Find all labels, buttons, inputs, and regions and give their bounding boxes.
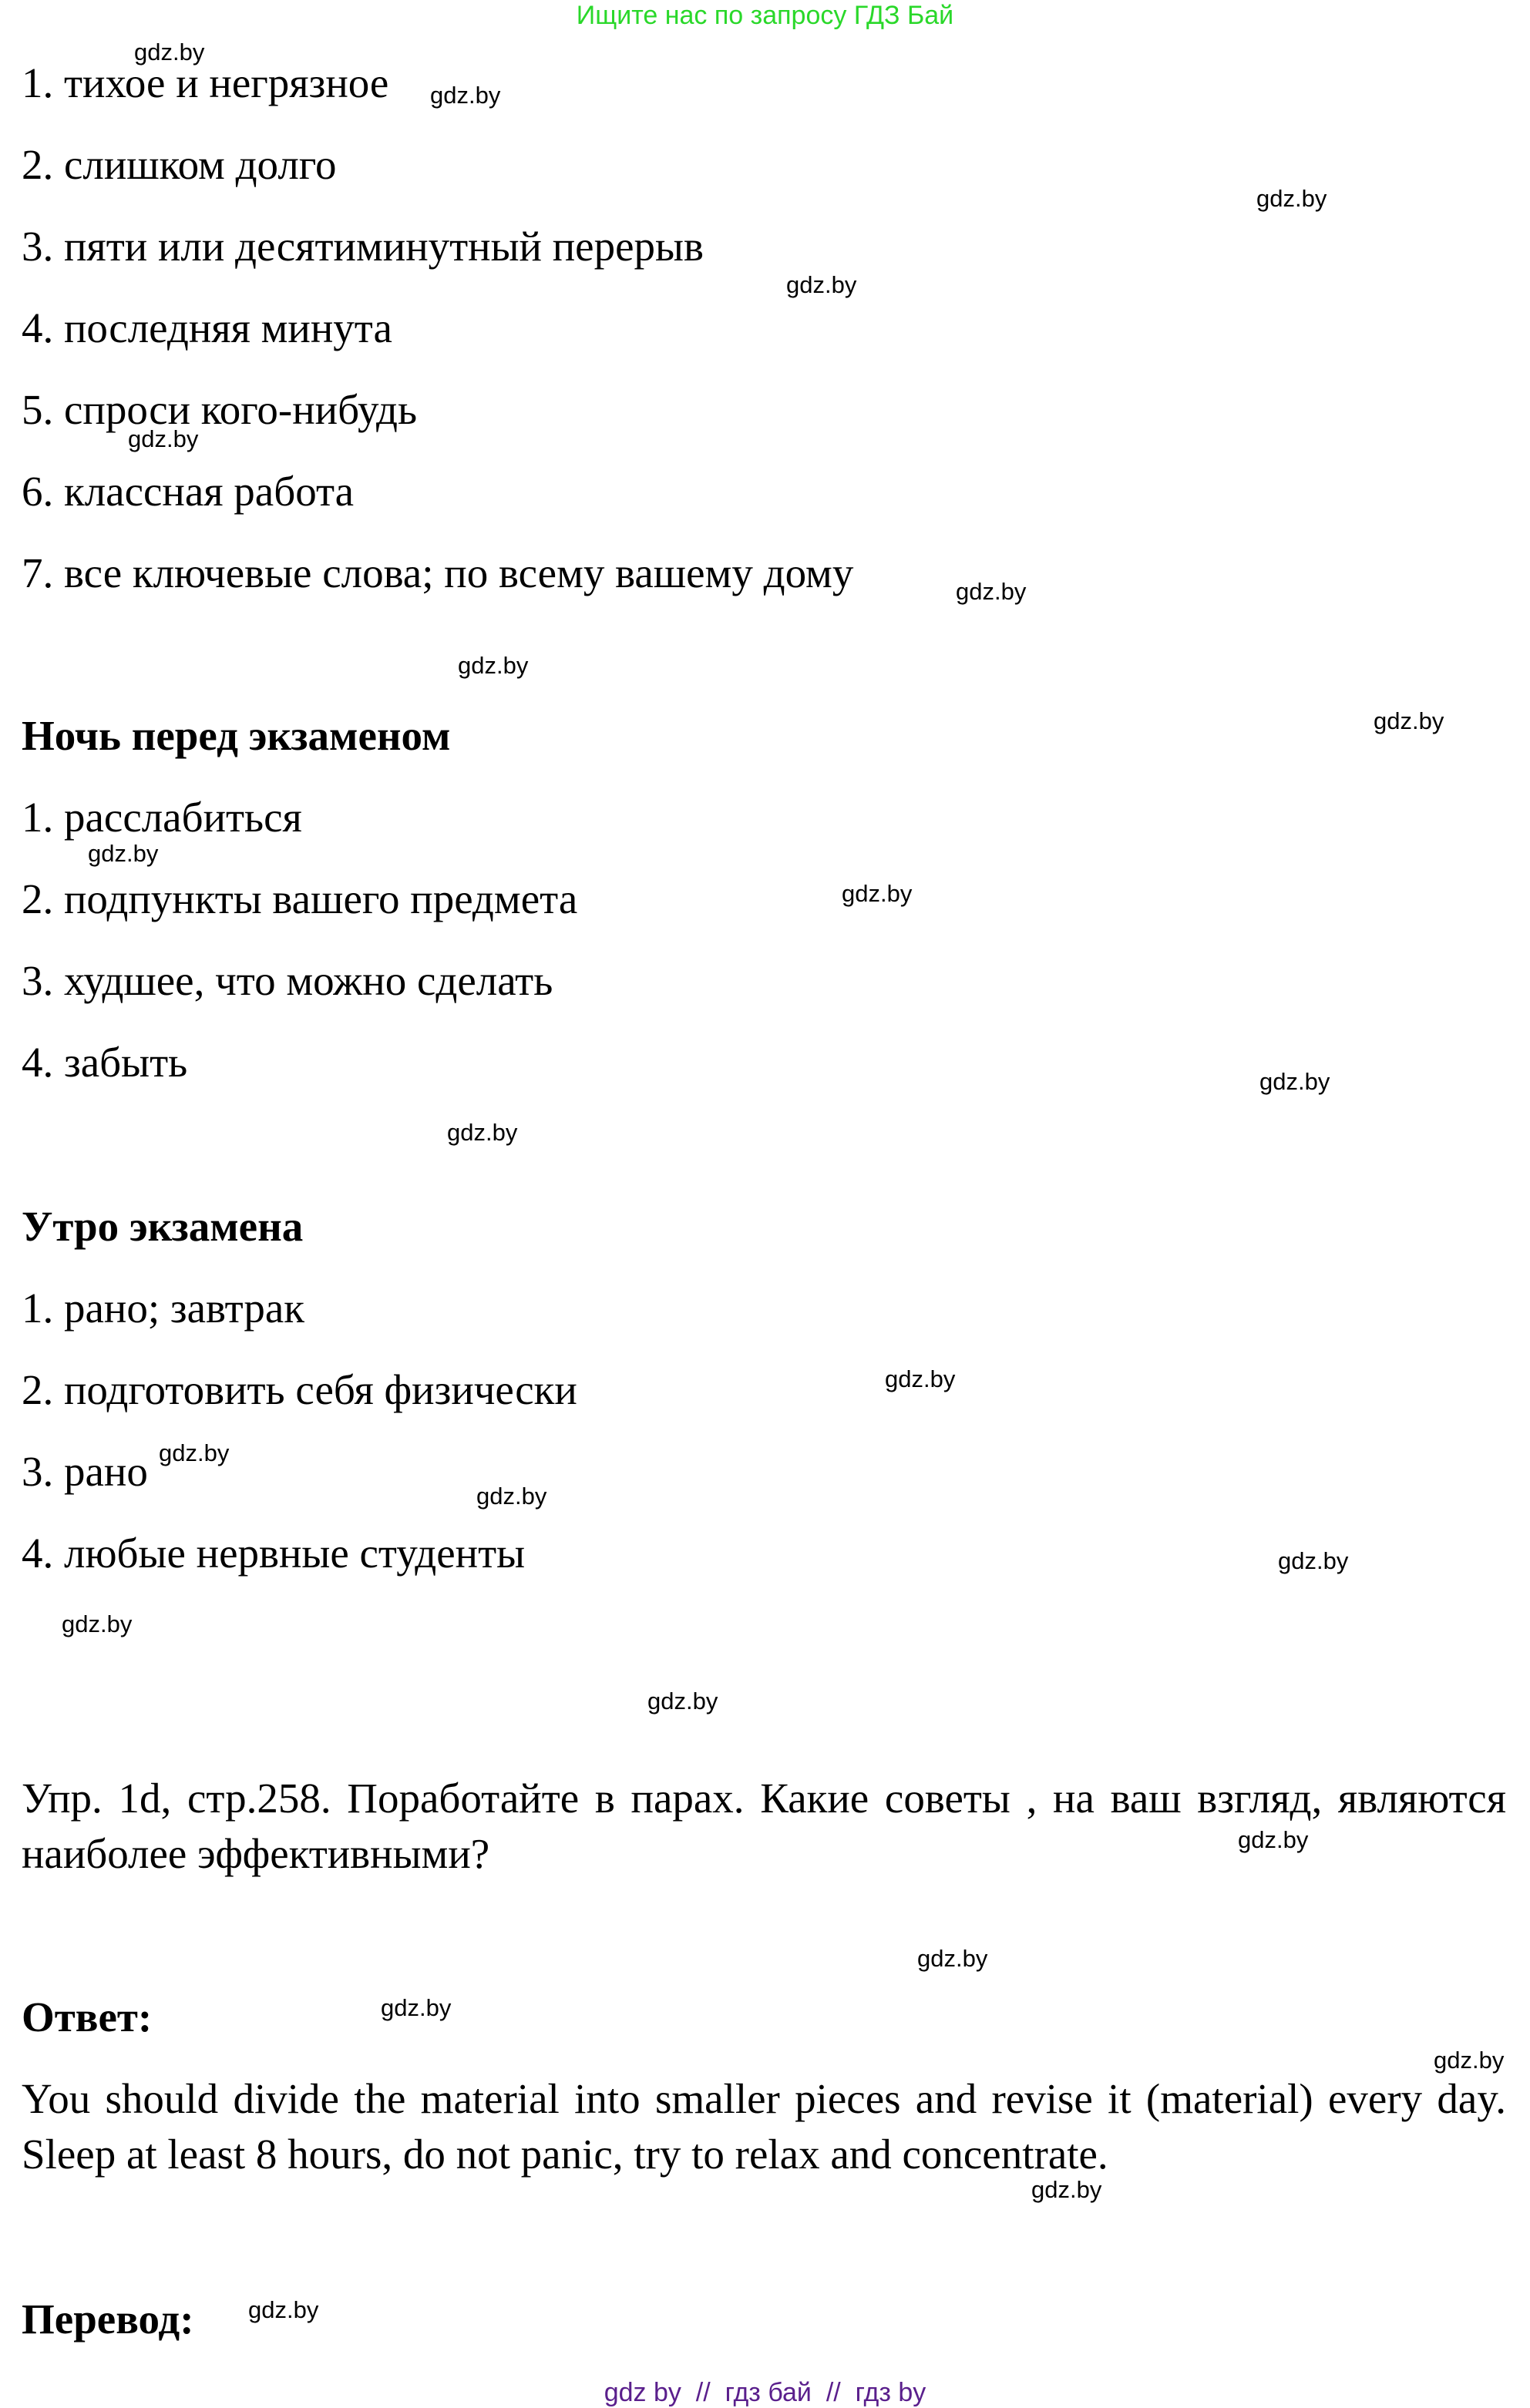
watermark: gdz.by bbox=[381, 1994, 452, 2021]
watermark: gdz.by bbox=[134, 39, 205, 65]
answer-label: Ответ: bbox=[22, 1993, 153, 2040]
list-item: 6. классная работа bbox=[22, 468, 355, 515]
top-banner: Ищите нас по запросу ГДЗ Бай bbox=[576, 1, 954, 30]
list-item: 3. рано bbox=[22, 1448, 148, 1495]
footer: gdz by // гдз бай // гдз by bbox=[604, 2378, 926, 2407]
list-item: 4. последняя минута bbox=[22, 304, 392, 351]
list-item: 1. рано; завтрак bbox=[22, 1285, 304, 1332]
list-item: 2. подпункты вашего предмета bbox=[22, 875, 578, 922]
watermark: gdz.by bbox=[248, 2296, 319, 2323]
list-item: 3. худшее, что можно сделать bbox=[22, 957, 553, 1004]
watermark: gdz.by bbox=[786, 271, 857, 298]
list-item: 4. забыть bbox=[22, 1039, 188, 1086]
list-item: 1. тихое и негрязное bbox=[22, 59, 389, 106]
watermark: gdz.by bbox=[1374, 707, 1444, 734]
watermark: gdz.by bbox=[62, 1610, 133, 1637]
watermark: gdz.by bbox=[1256, 185, 1327, 212]
watermark: gdz.by bbox=[1278, 1547, 1349, 1574]
watermark: gdz.by bbox=[842, 880, 913, 907]
watermark: gdz.by bbox=[647, 1688, 718, 1714]
section-heading-night: Ночь перед экзаменом bbox=[22, 712, 451, 759]
watermark: gdz.by bbox=[1259, 1068, 1330, 1095]
watermark: gdz.by bbox=[458, 652, 529, 679]
translation-label: Перевод: bbox=[22, 2295, 194, 2343]
list-item: 2. слишком долго bbox=[22, 141, 337, 188]
watermark: gdz.by bbox=[917, 1945, 988, 1972]
list-item: 5. спроси кого-нибудь bbox=[22, 386, 418, 433]
exercise-text: Упр. 1d, стр.258. Поработайте в парах. Какие советы , на ваш взгляд, являются наиболее эффективными? bbox=[22, 1775, 1506, 1877]
watermark: gdz.by bbox=[476, 1483, 547, 1510]
list-item: 1. расслабиться bbox=[22, 794, 302, 841]
watermark: gdz.by bbox=[956, 578, 1027, 605]
watermark: gdz.by bbox=[1238, 1826, 1309, 1853]
list-item: 3. пяти или десятиминутный перерыв bbox=[22, 223, 704, 270]
watermark: gdz.by bbox=[447, 1119, 518, 1146]
watermark: gdz.by bbox=[1434, 2047, 1505, 2074]
watermark: gdz.by bbox=[1031, 2176, 1102, 2203]
watermark: gdz.by bbox=[430, 82, 501, 109]
watermark: gdz.by bbox=[128, 425, 199, 452]
watermark: gdz.by bbox=[885, 1365, 956, 1392]
list-item: 2. подготовить себя физически bbox=[22, 1366, 577, 1413]
list-item: 4. любые нервные студенты bbox=[22, 1530, 526, 1577]
watermark: gdz.by bbox=[159, 1439, 230, 1466]
list-item: 7. все ключевые слова; по всему вашему дому bbox=[22, 549, 854, 596]
watermark: gdz.by bbox=[88, 840, 159, 867]
answer-text: You should divide the material into smaller pieces and revise it (material) every day. Sleep at least 8 hours, do not panic, try to relax and concentrate. bbox=[22, 2075, 1506, 2178]
section-heading-morning: Утро экзамена bbox=[22, 1203, 304, 1250]
